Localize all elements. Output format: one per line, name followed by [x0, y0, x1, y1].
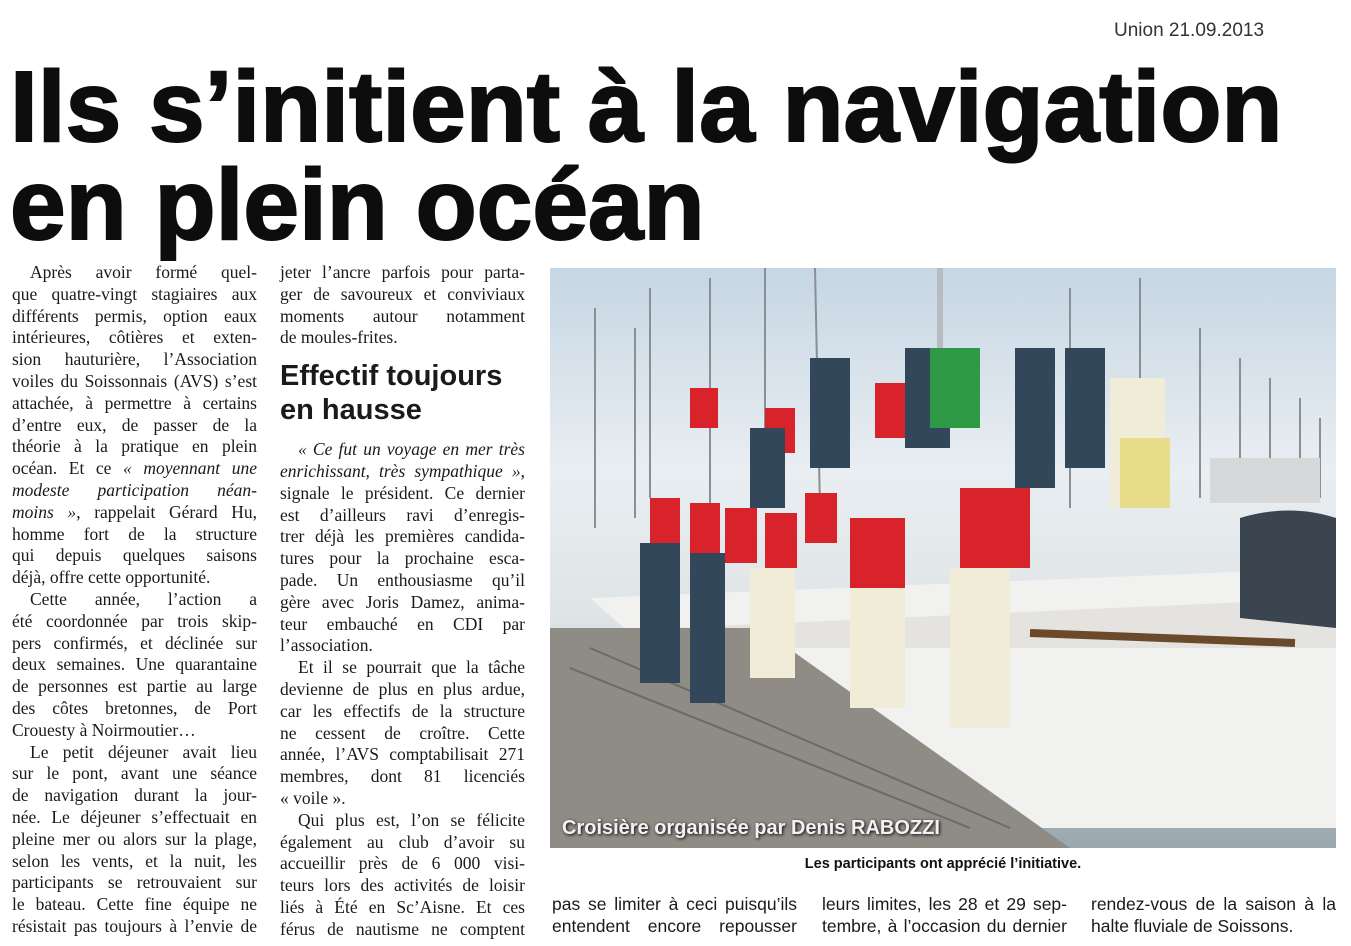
text-line: née. Le déjeuner s’effectuait en [12, 806, 257, 827]
article-bottom-column-2 [822, 894, 1067, 938]
italic-quote: « moyennant une [123, 458, 258, 479]
text-line: gère avec Joris Damez, anima- [280, 591, 525, 612]
paragraph [280, 439, 525, 657]
text-line: différents permis, option eaux [12, 305, 257, 326]
text-line: intérieures, côtières et exten- [12, 327, 257, 348]
text-line: ger de savoureux et conviviaux [280, 283, 525, 304]
text-line [12, 458, 257, 480]
text-line: teur embauché en CDI par [280, 613, 525, 634]
text-line: ne cessent de croître. Cette [280, 722, 525, 743]
text-line: également au club d’avoir su [280, 831, 525, 852]
sailboat-group-photo [550, 268, 1336, 848]
text-line: de navigation durant la jour- [12, 785, 257, 806]
text-line: membres, dont 81 licenciés [280, 766, 525, 787]
subheading-line-2: en hausse [280, 394, 422, 427]
text-line: résistait pas toujours à l’envie de [12, 915, 257, 936]
text-line: homme fort de la structure [12, 523, 257, 544]
article-photo [550, 268, 1336, 848]
photo-credit: Croisière organisée par Denis RABOZZI [562, 817, 940, 839]
text-line: accueillir près de 6 000 visi- [280, 853, 525, 874]
text-line: déjà, offre cette opportunité. [12, 567, 211, 588]
text-line: que quatre-vingt stagiaires aux [12, 283, 257, 304]
article-bottom-column-1 [552, 894, 797, 938]
text-line: teurs lors des activités de loisir [280, 875, 525, 896]
italic-quote: « Ce fut un voyage en mer très [298, 439, 525, 460]
italic-quote: modeste participation néan- [12, 479, 257, 500]
text-line: Après avoir formé quel- [30, 262, 257, 282]
text-line: trer déjà les premières candida- [280, 526, 525, 547]
text-line [12, 502, 257, 524]
article-column-2 [280, 262, 525, 941]
newspaper-source-date: Union 21.09.2013 [1114, 20, 1265, 41]
text-line: deux semaines. Une quarantaine [12, 654, 257, 675]
text-line: halte fluviale de Soissons. [1091, 915, 1294, 936]
text-segment: , rappelait Gérard Hu, [76, 501, 257, 522]
text-segment: , [520, 460, 525, 481]
text-line: signale le président. Ce dernier [280, 482, 525, 503]
text-line: attachée, à permettre à certains [12, 392, 257, 413]
text-line: pas se limiter à ceci puisqu’ils [552, 894, 797, 914]
text-line: est d’ailleurs ravi d’enregis- [280, 504, 525, 525]
text-line: devienne de plus en plus ardue, [280, 678, 525, 699]
text-line: qui depuis quelques saisons [12, 545, 257, 566]
column-2-intro [280, 262, 525, 349]
text-line: Crouesty à Noirmoutier… [12, 719, 196, 740]
text-line: leurs limites, les 28 et 29 sep- [822, 894, 1067, 914]
paragraph [12, 589, 257, 742]
text-line: sion hauturière, l’Association [12, 349, 257, 370]
text-line: de moules-frites. [280, 327, 398, 348]
text-line: des côtes bretonnes, de Port [12, 697, 257, 718]
text-line: pers confirmés, et déclinée sur [12, 632, 257, 653]
text-line: car les effectifs de la structure [280, 700, 525, 721]
paragraph [12, 262, 257, 589]
article-column-1 [12, 262, 257, 938]
italic-quote: moins » [12, 501, 77, 522]
text-line: selon les vents, et la nuit, les [12, 850, 257, 871]
text-line: d’entre eux, de passer de la [12, 414, 257, 435]
text-line: « voile ». [280, 787, 346, 808]
text-line [280, 461, 525, 483]
text-line: Cette année, l’action a [30, 588, 257, 609]
text-line: jeter l’ancre parfois pour parta- [280, 262, 525, 282]
photo-caption: Les participants ont apprécié l’initiative. [804, 856, 1082, 872]
paragraph [280, 657, 525, 810]
column-2-body [280, 439, 525, 940]
subheading [280, 359, 525, 427]
text-segment: océan. Et ce [12, 458, 124, 479]
subheading-line-1: Effectif toujours [280, 360, 503, 393]
text-line: rendez-vous de la saison à la [1091, 894, 1336, 914]
headline-line-2: en plein océan [10, 149, 705, 261]
text-line: Et il se pourrait que la tâche [298, 657, 525, 678]
text-line: voiles du Soissonnais (AVS) s’est [12, 370, 257, 391]
paragraph [280, 810, 525, 941]
text-line: tembre, à l’occasion du dernier [822, 915, 1067, 936]
text-line: sur le pont, avant une séance [12, 763, 257, 784]
text-line: moments autour notamment [280, 305, 525, 326]
text-line: été coordonnée par trois skip- [12, 610, 257, 631]
text-line: férus de nautisme ne comptent [280, 918, 525, 939]
text-line [12, 480, 257, 502]
paragraph [280, 262, 525, 349]
text-line: tures pour la prochaine esca- [280, 548, 525, 569]
text-line: Le petit déjeuner avait lieu [30, 741, 257, 762]
italic-quote: enrichissant, très sympathique » [280, 460, 521, 481]
text-line: de personnes est partie au large [12, 676, 257, 697]
paragraph [12, 742, 257, 938]
text-line: participants se retrouvaient sur [12, 872, 257, 893]
text-line: Qui plus est, l’on se félicite [298, 809, 525, 830]
text-line: pleine mer ou alors sur la plage, [12, 828, 257, 849]
article-bottom-column-3 [1091, 894, 1336, 938]
text-line: théorie à la pratique en plein [12, 436, 257, 457]
text-line: entendent encore repousser [552, 915, 797, 936]
text-line: l’association. [280, 635, 373, 656]
text-line: année, l’AVS comptabilisait 271 [280, 744, 525, 765]
text-line [280, 439, 525, 461]
text-line: le bateau. Cette fine équipe ne [12, 894, 257, 915]
paragraph [822, 894, 1067, 938]
paragraph [1091, 894, 1336, 938]
text-line: pade. Un enthousiasme qu’il [280, 569, 525, 590]
headline-line-1: Ils s’initient à la navigation [10, 51, 1283, 163]
paragraph [552, 894, 797, 938]
text-line: liés à Été en Sc’Aisne. Et ces [280, 896, 525, 917]
